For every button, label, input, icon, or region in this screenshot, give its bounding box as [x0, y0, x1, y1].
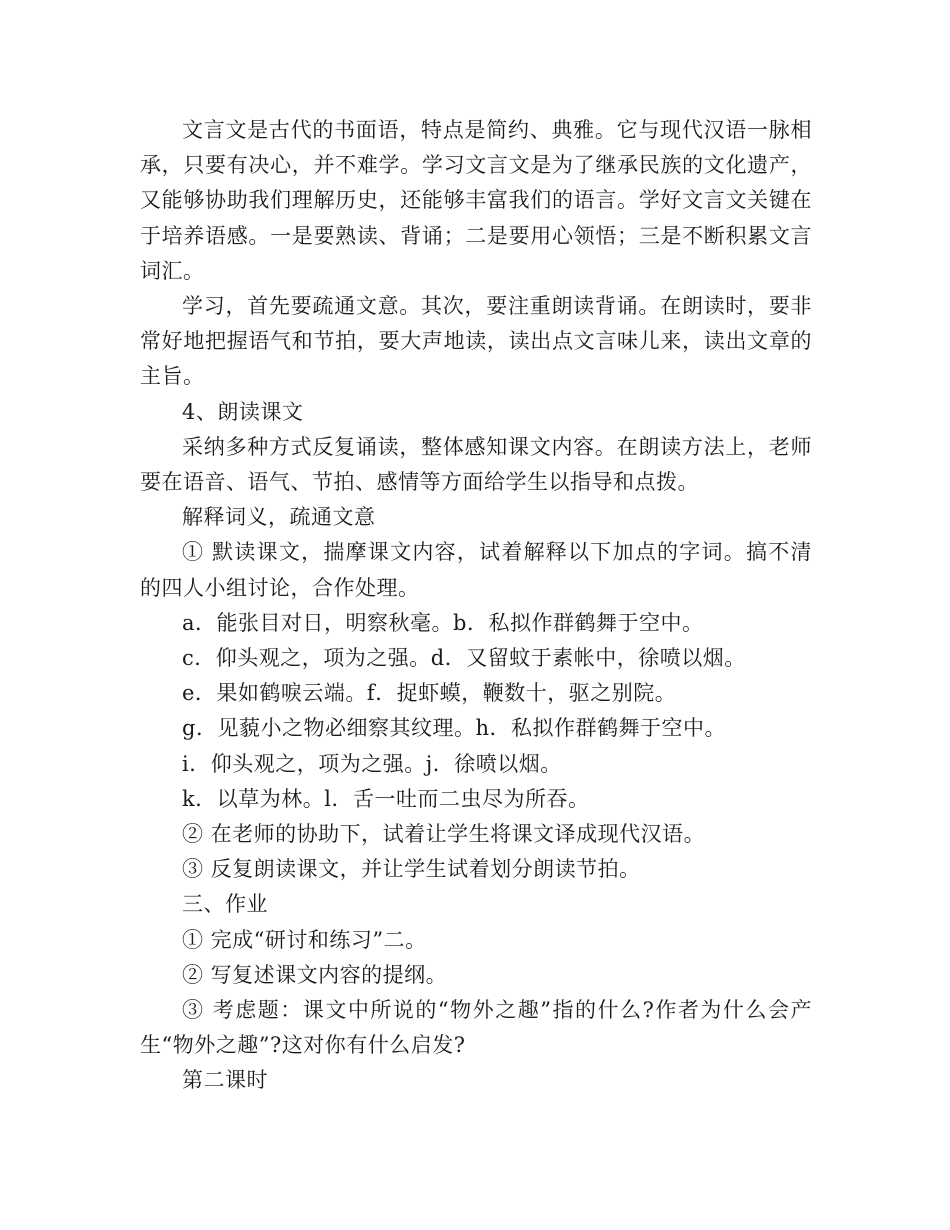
list-item: ① 默读课文，揣摩课文内容，试着解释以下加点的字词。搞不清的四人小组讨论，合作处理。: [140, 540, 812, 600]
paragraph-study-method: 学习，首先要疏通文意。其次，要注重朗读背诵。在朗读时，要非常好地把握语气和节拍，要大声地读，读出点文言味儿来，读出文章的主旨。: [140, 294, 812, 389]
vocab-line: g．见藐小之物必细察其纹理。h．私拟作群鹤舞于空中。: [182, 716, 726, 741]
list-item: ③ 反复朗读课文，并让学生试着划分朗读节拍。: [182, 857, 641, 882]
vocab-line: k．以草为林。l．舌一吐而二虫尽为所吞。: [182, 786, 590, 811]
heading-explain-words: 解释词义，疏通文意: [182, 505, 376, 530]
list-item: ① 完成“研讨和练习”二。: [182, 927, 427, 952]
list-item: ② 在老师的协助下，试着让学生将课文译成现代汉语。: [182, 822, 706, 847]
vocab-line: c．仰头观之，项为之强。d．又留蚊于素帐中，徐喷以烟。: [182, 646, 746, 671]
vocab-line: e．果如鹤唳云端。f．捉虾蟆，鞭数十，驱之别院。: [182, 681, 677, 706]
vocab-line: a．能张目对日，明察秋毫。b．私拟作群鹤舞于空中。: [182, 610, 704, 635]
heading-read-text: 4、朗读课文: [182, 399, 304, 424]
paragraph-intro: 文言文是古代的书面语，特点是简约、典雅。它与现代汉语一脉相承，只要有决心，并不难学。学习文言文是为了继承民族的文化遗产，又能够协助我们理解历史，还能够丰富我们的语言。学好文言文关键在于培养语感。一是要熟读、背诵；二是要用心领悟；三是不断积累文言词汇。: [140, 118, 812, 283]
heading-second-lesson: 第二课时: [182, 1068, 268, 1093]
vocab-line: i．仰头观之，项为之强。j．徐喷以烟。: [182, 751, 562, 776]
paragraph-read-method: 采纳多种方式反复诵读，整体感知课文内容。在朗读方法上，老师要在语音、语气、节拍、感情等方面给学生以指导和点拨。: [140, 434, 812, 495]
list-item: ③ 考虑题：课文中所说的“物外之趣”指的什么?作者为什么会产生“物外之趣”?这对你有什么启发?: [140, 998, 812, 1058]
heading-homework: 三、作业: [182, 892, 268, 917]
list-item: ② 写复述课文内容的提纲。: [182, 962, 448, 987]
document-body: [140, 113, 812, 1099]
